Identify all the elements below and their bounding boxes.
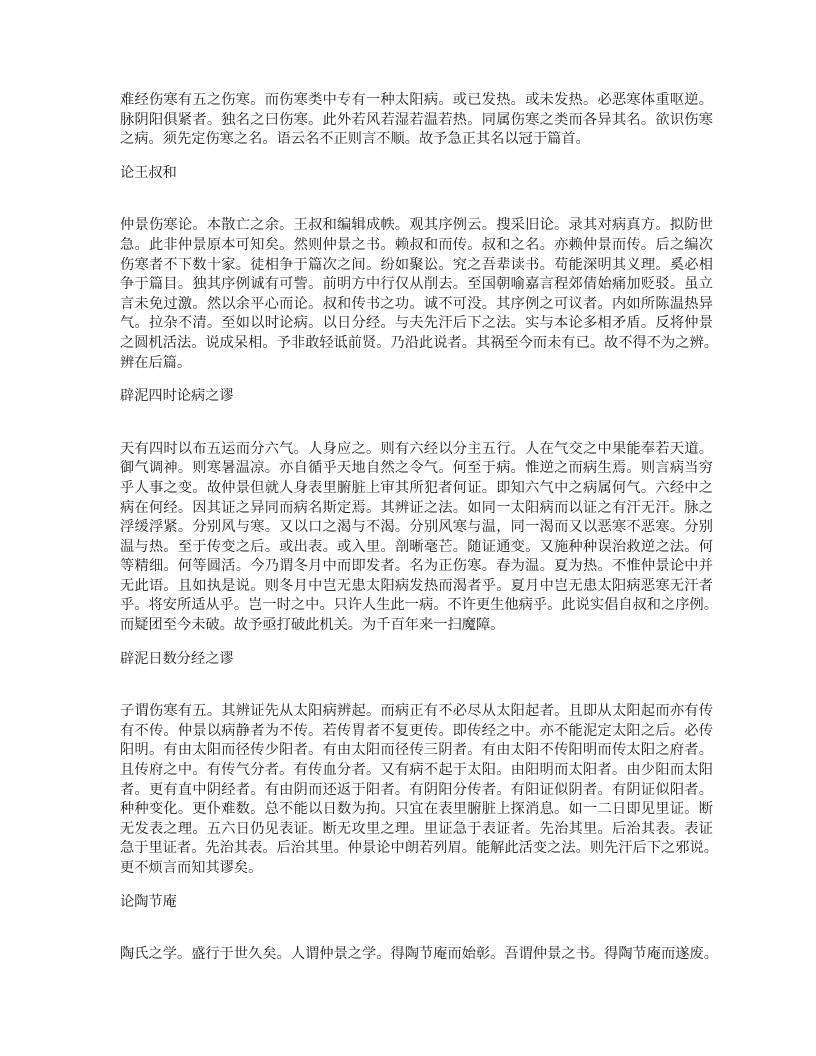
- document-body: [120, 91, 718, 979]
- section-heading-wang-shuhe: 论王叔和: [120, 164, 177, 181]
- text-line: 无此语。且如执是说。则冬月中岂无患太阳病发热而渴者乎。夏月中岂无患太阳病恶寒无汗者: [120, 577, 713, 594]
- text-line: 仲景伤寒论。本散亡之余。王叔和编辑成帙。观其序例云。搜采旧论。录其对病真方。拟防世: [120, 217, 713, 234]
- text-line: 更不烦言而知其谬矣。: [120, 860, 263, 876]
- text-line: 且传府之中。有传气分者。有传血分者。又有病不起于太阳。由阳明而太阳者。由少阳而太阳: [120, 762, 713, 779]
- text-line: 急。此非仲景原本可知矣。然则仲景之书。赖叔和而传。叔和之名。亦赖仲景而传。后之编次: [120, 236, 713, 253]
- text-line: 天有四时以布五运而分六气。人身应之。则有六经以分主五行。人在气交之中果能奉若天道。: [120, 440, 713, 457]
- text-line: 脉阴阳俱紧者。独名之曰伤寒。此外若风若湿若温若热。同属伤寒之类而各异其名。欲识伤寒: [120, 111, 713, 128]
- text-line: 伤寒者不下数十家。徒相争于篇次之间。纷如聚讼。究之吾辈读书。苟能深明其义理。奚必相: [120, 256, 713, 273]
- text-line: 争于篇目。独其序例诚有可訾。前明方中行仅从削去。至国朝喻嘉言程郊倩始痛加贬驳。虽立: [120, 276, 713, 293]
- text-line: 病在何经。因其证之异同而病名斯定焉。其辨证之法。如同一太阳病而以证之有汗无汗。脉之: [120, 499, 713, 516]
- text-line: 浮缓浮紧。分别风与寒。又以口之渴与不渴。分别风寒与温，同一渴而又以恶寒不恶寒。分别: [120, 519, 713, 536]
- paragraph-wang-shuhe: [120, 216, 718, 373]
- text-line: 言未免过激。然以余平心而论。叔和传书之功。诚不可没。其序例之可议者。内如所陈温热异: [120, 295, 713, 312]
- text-line: 乎。将安所适从乎。岂一时之中。只许人生此一病。不许更生他病乎。此说实倡自叔和之序例。: [120, 597, 718, 614]
- text-line: 乎人事之变。故仲景但就人身表里腑脏上审其所犯者何证。即知六气中之病属何气。六经中之: [120, 479, 713, 496]
- paragraph-four-seasons: [120, 440, 718, 636]
- section-heading-tao-jiean: 论陶节庵: [120, 893, 177, 910]
- text-line: 陶氏之学。盛行于世久矣。人谓仲景之学。得陶节庵而始彰。吾谓仲景之书。得陶节庵而遂废。: [120, 946, 718, 963]
- text-line: 等精细。何等圆活。今乃谓冬月中而即发者。名为正伤寒。春为温。夏为热。不惟仲景论中并: [120, 558, 713, 575]
- text-line: 有不传。仲景以病静者为不传。若传胃者不复更传。即传经之中。亦不能泥定太阳之后。必传: [120, 722, 713, 739]
- text-line: 气。拉杂不清。至如以时论病。以日分经。与夫先汗后下之法。实与本论多相矛盾。反将仲景: [120, 315, 713, 332]
- text-line: 急于里证者。先治其表。后治其里。仲景论中朗若列眉。能解此活变之法。则先汗后下之邪说。: [120, 840, 718, 857]
- section-heading-four-seasons: 辟泥四时论病之谬: [120, 388, 234, 405]
- text-line: 难经伤寒有五之伤寒。而伤寒类中专有一种太阳病。或已发热。或未发热。必恶寒体重呕逆。: [120, 92, 713, 108]
- section-heading-day-count: 辟泥日数分经之谬: [120, 650, 234, 667]
- text-line: 无发表之理。五六日仍见表证。断无攻里之理。里证急于表证者。先治其里。后治其表。表证: [120, 820, 713, 837]
- text-line: 之圆机活法。说成呆相。予非敢轻诋前贤。乃沿此说者。其祸至今而未有已。故不得不为之辨。: [120, 334, 718, 351]
- paragraph-day-count: [120, 702, 718, 878]
- text-line: 之病。须先定伤寒之名。语云名不正则言不顺。故予急正其名以冠于篇首。: [120, 131, 590, 148]
- text-line: 阳明。有由太阳而径传少阳者。有由太阳而径传三阴者。有由太阳不传阳明而传太阳之府者。: [120, 742, 713, 759]
- text-line: 御气调神。则寒暑温凉。亦自循乎天地自然之令气。何至于病。惟逆之而病生焉。则言病当穷: [120, 460, 713, 477]
- paragraph-tao-jiean: [120, 945, 718, 965]
- text-line: 种种变化。更仆难数。总不能以日数为拘。只宜在表里腑脏上探消息。如一二日即见里证。断: [120, 801, 713, 818]
- text-line: 者。更有直中阴经者。有由阴而还返于阳者。有阴阳分传者。有阳证似阴者。有阴证似阳者。: [120, 781, 713, 798]
- text-line: 子谓伤寒有五。其辨证先从太阳病辨起。而病正有不必尽从太阳起者。且即从太阳起而亦有传: [120, 703, 713, 720]
- text-line: 温与热。至于传变之后。或出表。或入里。剖晰毫芒。随证通变。又施种种误治救逆之法。何: [120, 538, 713, 555]
- text-line: 而疑团至今未破。故予亟打破此机关。为千百年来一扫魔障。: [120, 617, 505, 634]
- intro-paragraph: [120, 91, 713, 150]
- text-line: 辨在后篇。: [120, 354, 192, 371]
